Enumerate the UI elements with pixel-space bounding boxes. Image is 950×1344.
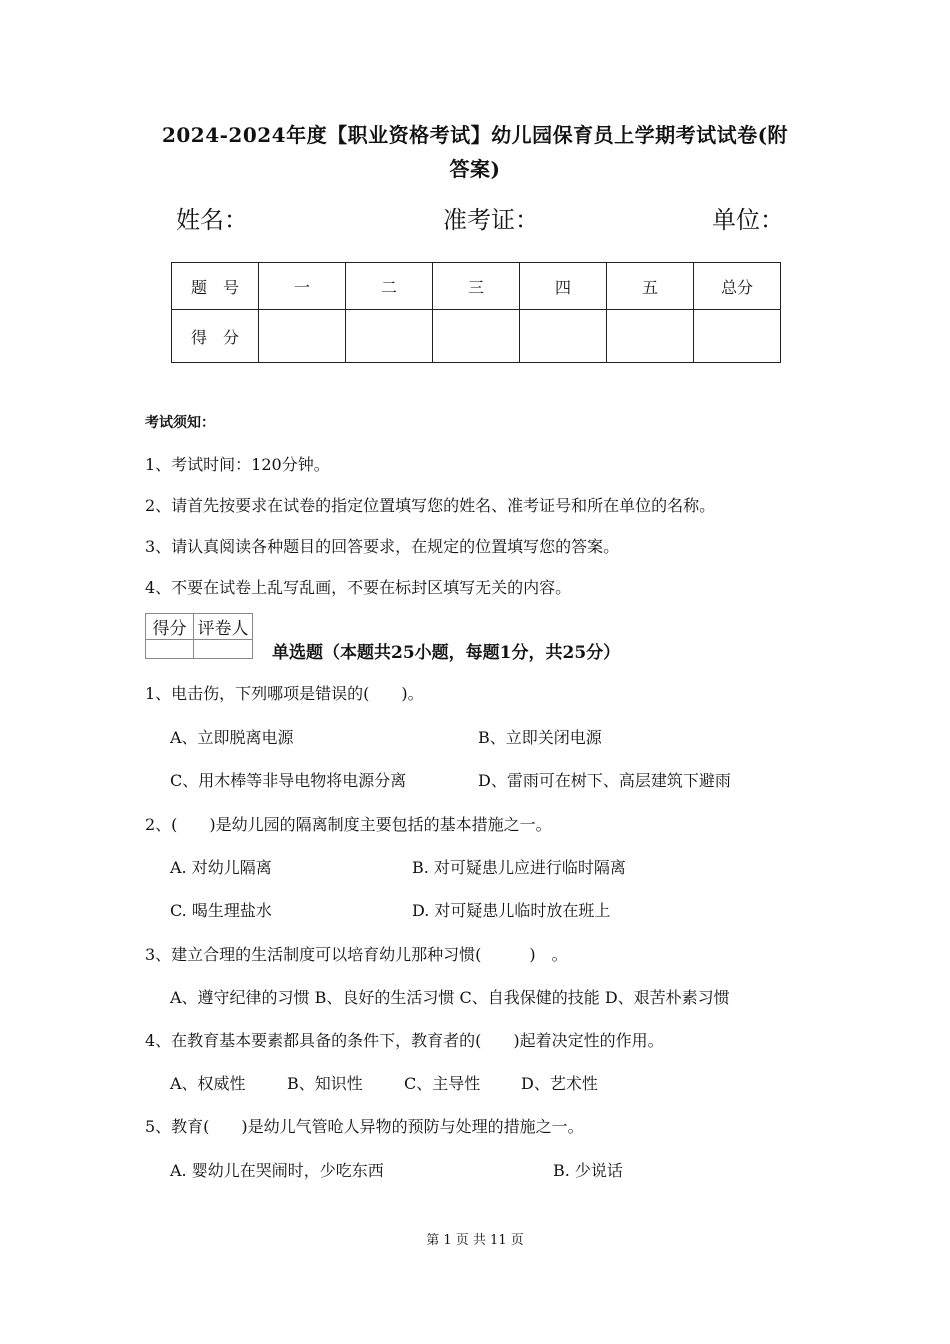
question-1-stem: 1、电击伤，下列哪项是错误的( )。 (145, 684, 424, 703)
notice-item-1: 1、考试时间：120分钟。 (145, 455, 330, 474)
question-1-option-a: A、立即脱离电源 (170, 728, 294, 747)
question-1-option-d: D、雷雨可在树下、高层建筑下避雨 (478, 771, 731, 790)
candidate-info (0, 200, 950, 240)
question-2-option-c: C. 喝生理盐水 (170, 901, 272, 920)
question-4-stem: 4、在教育基本要素都具备的条件下，教育者的( )起着决定性的作用。 (145, 1031, 664, 1050)
header-cell-question-no: 题 号 (172, 263, 259, 310)
question-5-stem: 5、教育( )是幼儿气管呛人异物的预防与处理的措施之一。 (145, 1117, 584, 1136)
question-1-option-b: B、立即关闭电源 (478, 728, 602, 747)
question-2-option-d: D. 对可疑患儿临时放在班上 (412, 901, 611, 920)
grader-score-cell (146, 640, 194, 659)
exam-title (120, 118, 830, 186)
question-3-options: A、遵守纪律的习惯 B、良好的生活习惯 C、自我保健的技能 D、艰苦朴素习惯 (170, 988, 730, 1007)
question-1-option-c: C、用木棒等非导电物将电源分离 (170, 771, 407, 790)
question-4-option-d: D、艺术性 (521, 1074, 598, 1093)
question-2-stem: 2、( )是幼儿园的隔离制度主要包括的基本措施之一。 (145, 815, 552, 834)
score-row-label: 得 分 (172, 310, 259, 363)
score-table-score-row (172, 310, 781, 363)
notice-item-3: 3、请认真阅读各种题目的回答要求，在规定的位置填写您的答案。 (145, 537, 620, 556)
question-2-option-b: B. 对可疑患儿应进行临时隔离 (412, 858, 626, 877)
question-4-option-b: B、知识性 (287, 1074, 363, 1093)
score-cell-total (694, 310, 781, 363)
grader-reviewer-cell (194, 640, 253, 659)
score-cell-3 (433, 310, 520, 363)
header-cell-1: 一 (259, 263, 346, 310)
question-5-option-a: A. 婴幼儿在哭闹时，少吃东西 (170, 1161, 384, 1180)
exam-id-label: 准考证： (443, 206, 539, 234)
score-cell-1 (259, 310, 346, 363)
score-table (171, 262, 781, 363)
name-label: 姓名： (176, 206, 248, 234)
header-cell-4: 四 (520, 263, 607, 310)
score-cell-4 (520, 310, 607, 363)
notice-heading: 考试须知： (145, 415, 215, 431)
question-5-option-b: B. 少说话 (553, 1161, 623, 1180)
question-4-option-a: A、权威性 (170, 1074, 246, 1093)
notice-item-4: 4、不要在试卷上乱写乱画，不要在标封区填写无关的内容。 (145, 578, 572, 597)
score-cell-5 (607, 310, 694, 363)
notice-item-2: 2、请首先按要求在试卷的指定位置填写您的姓名、准考证号和所在单位的名称。 (145, 496, 716, 515)
header-cell-3: 三 (433, 263, 520, 310)
header-cell-total: 总分 (694, 263, 781, 310)
score-table-header-row (172, 263, 781, 310)
section-title: 单选题（本题共25小题，每题1分，共25分） (272, 643, 621, 663)
title-line-1: 2024-2024年度【职业资格考试】幼儿园保育员上学期考试试卷(附 (161, 123, 789, 147)
grader-reviewer-label: 评卷人 (194, 614, 253, 640)
page-footer: 第 1 页 共 11 页 (426, 1233, 524, 1248)
grader-score-label: 得分 (146, 614, 194, 640)
question-4-option-c: C、主导性 (404, 1074, 481, 1093)
grader-box (145, 613, 253, 659)
title-line-2: 答案) (449, 157, 501, 181)
score-cell-2 (346, 310, 433, 363)
question-2-option-a: A. 对幼儿隔离 (170, 858, 272, 877)
header-cell-5: 五 (607, 263, 694, 310)
question-3-stem: 3、建立合理的生活制度可以培育幼儿那种习惯( ) 。 (145, 945, 568, 964)
header-cell-2: 二 (346, 263, 433, 310)
unit-label: 单位： (712, 206, 784, 234)
